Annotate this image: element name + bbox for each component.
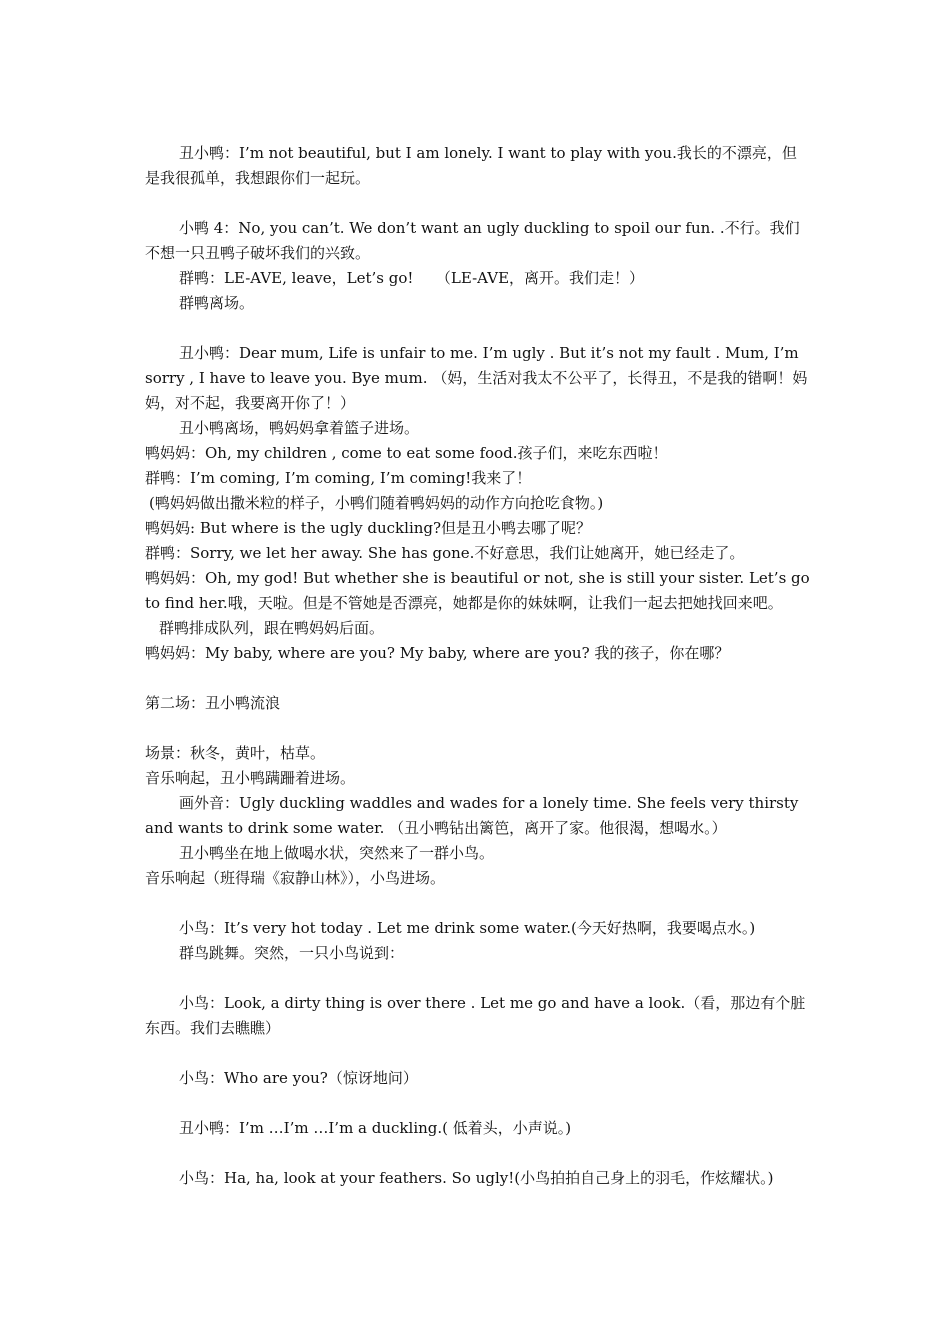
spacer xyxy=(145,891,810,916)
dialogue-line: 丑小鸭：I’m not beautiful, but I am lonely. I want to play with you.我长的不漂亮，但是我很孤单，我想跟你们一起玩。 xyxy=(145,144,797,187)
dialogue-line: 群鸭：Sorry, we let her away. She has gone.不好意思，我们让她离开，她已经走了。 xyxy=(145,544,745,562)
dialogue-line: 小鸭 4：No, you can’t. We don’t want an ugly duckling to spoil our fun. .不行。我们不想一只丑鸭子破坏我们的兴致。 xyxy=(145,219,800,262)
dialogue-line: 鸭妈妈：Oh, my god! But whether she is beautiful or not, she is still your sister. Let’s go to find her.哦，天啦。但是不管她是否漂亮，她都是你的妹妹啊，让我们一起去把她找回来吧。 xyxy=(145,569,810,612)
dialogue-line: 群鸭：LE-AVE, leave，Let’s go! （LE-AVE，离开。我们走！） xyxy=(179,269,645,287)
narration-line: 画外音：Ugly duckling waddles and wades for a lonely time. She feels very thirsty and wants to drink some water. （丑小鸭钻出篱笆，离开了家。他很渴，想喝水。） xyxy=(145,794,799,837)
dialogue-line: 鸭妈妈: But where is the ugly duckling?但是丑小鸭去哪了呢？ xyxy=(145,519,592,537)
stage-direction: 音乐响起，丑小鸭蹒跚着进场。 xyxy=(145,769,356,787)
spacer xyxy=(145,966,810,991)
spacer xyxy=(145,716,810,741)
stage-direction: 群鸟跳舞。突然，一只小鸟说到： xyxy=(179,944,405,962)
dialogue-line: 群鸭：I’m coming, I’m coming, I’m coming!我来了！ xyxy=(145,469,532,487)
stage-direction: 丑小鸭坐在地上做喝水状，突然来了一群小鸟。 xyxy=(179,844,495,862)
dialogue-line: 鸭妈妈：Oh, my children , come to eat some food.孩子们，来吃东西啦！ xyxy=(145,444,668,462)
dialogue-line: 小鸟：Look, a dirty thing is over there . Let me go and have a look.（看，那边有个脏东西。我们去瞧瞧） xyxy=(145,994,806,1037)
dialogue-line: 丑小鸭：I’m …I’m …I’m a duckling.( 低着头，小声说。) xyxy=(179,1119,572,1137)
dialogue-line: 小鸟：It’s very hot today . Let me drink some water.(今天好热啊，我要喝点水。) xyxy=(179,919,756,937)
spacer xyxy=(145,1041,810,1066)
stage-direction: (鸭妈妈做出撒米粒的样子，小鸭们随着鸭妈妈的动作方向抢吃食物。) xyxy=(149,494,604,512)
dialogue-line: 鸭妈妈：My baby, where are you? My baby, where are you? 我的孩子，你在哪？ xyxy=(145,644,730,662)
spacer xyxy=(145,1141,810,1166)
stage-direction: 群鸭排成队列，跟在鸭妈妈后面。 xyxy=(159,619,385,637)
spacer xyxy=(145,666,810,691)
spacer xyxy=(145,316,810,341)
dialogue-line: 小鸟：Who are you?（惊讶地问） xyxy=(179,1069,418,1087)
document-page xyxy=(145,141,810,1191)
spacer xyxy=(145,1091,810,1116)
dialogue-line: 丑小鸭：Dear mum, Life is unfair to me. I’m ugly . But it’s not my fault . Mum, I’m sorry , I have to leave you. Bye mum. （妈，生活对我太不公平了，长得丑，不是我的错啊！妈妈，对不起，我要离开你了！） xyxy=(145,344,808,412)
scene-setting: 场景：秋冬，黄叶，枯草。 xyxy=(145,744,326,762)
stage-direction: 音乐响起（班得瑞《寂静山林》），小鸟进场。 xyxy=(145,869,446,887)
dialogue-line: 小鸟：Ha, ha, look at your feathers. So ugly!(小鸟拍拍自己身上的羽毛，作炫耀状。) xyxy=(179,1169,774,1187)
stage-direction: 丑小鸭离场，鸭妈妈拿着篮子进场。 xyxy=(179,419,420,437)
stage-direction: 群鸭离场。 xyxy=(179,294,255,312)
spacer xyxy=(145,191,810,216)
scene-heading: 第二场：丑小鸭流浪 xyxy=(145,694,281,712)
